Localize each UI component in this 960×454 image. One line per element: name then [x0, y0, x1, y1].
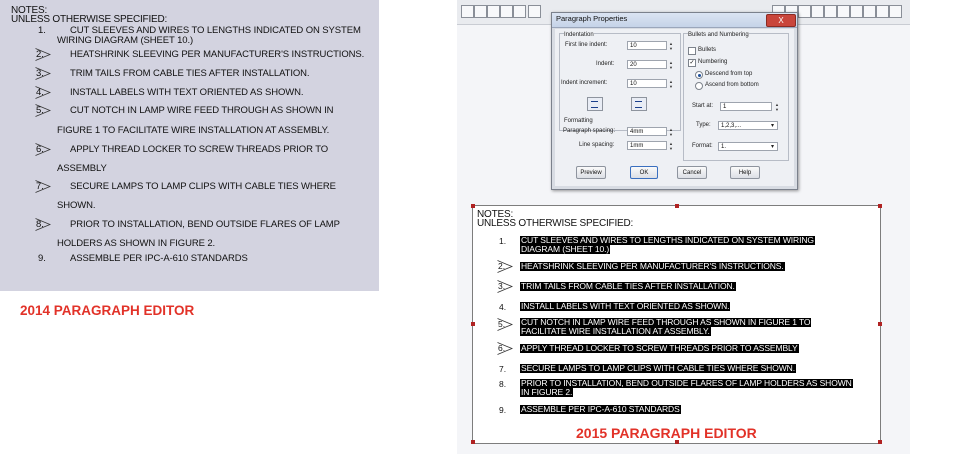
list-item: CUT NOTCH IN LAMP WIRE FEED THROUGH AS SHOWN IN FIGURE 1 TO [521, 317, 811, 327]
toolbar-icon[interactable] [850, 5, 863, 18]
dialog-title: Paragraph Properties [556, 14, 628, 23]
list-item: WIRING DIAGRAM (SHEET 10.) [57, 35, 194, 46]
notes-title: NOTES: [477, 209, 514, 220]
list-item: TRIM TAILS FROM CABLE TIES AFTER INSTALLATION. [70, 68, 310, 79]
flag-note-icon: 4. [35, 86, 51, 99]
spinner-icon[interactable]: ▲ ▼ [669, 79, 673, 89]
item-number: 1. [38, 25, 46, 36]
item-number: 7. [499, 364, 507, 374]
list-item: CUT NOTCH IN LAMP WIRE FEED THROUGH AS SHOWN IN [70, 105, 334, 116]
close-button[interactable]: X [766, 14, 796, 27]
flag-note-icon: 5. [35, 104, 51, 117]
chevron-down-icon[interactable]: ▾ [771, 123, 775, 129]
line-spacing-input[interactable]: 1mm [627, 141, 667, 150]
cancel-button[interactable]: Cancel [677, 166, 707, 179]
type-label: Type: [696, 122, 711, 128]
resize-handle[interactable] [675, 204, 679, 208]
unless-line: UNLESS OTHERWISE SPECIFIED: [477, 218, 634, 229]
preview-button[interactable]: Preview [576, 166, 606, 179]
spinner-icon[interactable]: ▲ ▼ [669, 141, 673, 151]
item-number: 1. [499, 236, 507, 246]
indent-input[interactable]: 20 [627, 60, 667, 69]
resize-handle[interactable] [471, 322, 475, 326]
list-item: FIGURE 1 TO FACILITATE WIRE INSTALLATION AT ASSEMBLY. [57, 125, 330, 136]
toolbar-icon[interactable] [811, 5, 824, 18]
spinner-icon[interactable]: ▲ ▼ [669, 60, 673, 70]
indent-label: Indent: [596, 61, 615, 67]
list-item: PRIOR TO INSTALLATION, BEND OUTSIDE FLARES OF LAMP HOLDERS AS SHOWN [521, 378, 852, 388]
toolbar-icon[interactable] [837, 5, 850, 18]
help-button[interactable]: Help [730, 166, 760, 179]
descend-radio[interactable] [695, 71, 703, 79]
toolbar-icon[interactable] [863, 5, 876, 18]
list-item: SHOWN. [57, 200, 96, 211]
paragraph-editor-2014-panel [0, 0, 379, 291]
indentation-label: Indentation [564, 32, 594, 38]
ascend-radio[interactable] [695, 82, 703, 90]
resize-handle[interactable] [471, 204, 475, 208]
numbering-label: Numbering [698, 59, 728, 65]
descend-label: Descend from top [705, 71, 753, 77]
list-item: TRIM TAILS FROM CABLE TIES AFTER INSTALLATION. [521, 281, 735, 291]
dialog-body [555, 29, 794, 186]
toolbar-icon[interactable] [500, 5, 513, 18]
type-select[interactable]: 1,2,3,... [718, 121, 778, 130]
format-select[interactable]: 1. [718, 142, 778, 151]
chevron-down-icon[interactable]: ▾ [771, 144, 775, 150]
toolbar-icon[interactable] [461, 5, 474, 18]
list-item: SECURE LAMPS TO LAMP CLIPS WITH CABLE TIES WHERE [70, 181, 336, 192]
flag-note-icon: 6. [497, 342, 513, 355]
paragraph-spacing-input[interactable]: 4mm [627, 127, 667, 136]
numbering-checkbox[interactable]: ✓ [689, 60, 695, 66]
flag-note-icon: 8. [35, 218, 51, 231]
item-number: 8. [499, 379, 507, 389]
list-item: CUT SLEEVES AND WIRES TO LENGTHS INDICATED ON SYSTEM [70, 25, 361, 36]
spinner-icon[interactable]: ▲ ▼ [775, 102, 779, 112]
resize-handle[interactable] [471, 440, 475, 444]
list-item: HEATSHRINK SLEEVING PER MANUFACTURER'S INSTRUCTIONS. [70, 49, 365, 60]
caption-2014: 2014 PARAGRAPH EDITOR [20, 303, 195, 318]
toolbar-icon[interactable] [528, 5, 541, 18]
list-item: IN FIGURE 2. [521, 387, 573, 397]
flag-note-icon: 3. [35, 67, 51, 80]
flag-note-icon: 7. [35, 180, 51, 193]
flag-note-icon: 2. [35, 48, 51, 61]
list-item: ASSEMBLE PER IPC-A-610 STANDARDS [70, 253, 248, 264]
flag-note-icon: 3. [497, 280, 513, 293]
flag-note-icon: 2. [497, 260, 513, 273]
indent-increment-input[interactable]: 10 [627, 79, 667, 88]
spinner-icon[interactable]: ▲ ▼ [669, 127, 673, 137]
list-item: INSTALL LABELS WITH TEXT ORIENTED AS SHOWN. [521, 301, 730, 311]
item-number: 4. [499, 302, 507, 312]
paragraph-spacing-label: Paragraph spacing: [563, 128, 616, 134]
increase-indent-icon[interactable] [631, 97, 647, 111]
toolbar-icon[interactable] [876, 5, 889, 18]
flag-note-icon: 6. [35, 143, 51, 156]
item-number: 9. [499, 405, 507, 415]
bullets-numbering-label: Bullets and Numbering [688, 32, 749, 38]
first-line-indent-label: First line indent: [565, 42, 608, 48]
item-number: 9. [38, 253, 46, 264]
list-item: SECURE LAMPS TO LAMP CLIPS WITH CABLE TIES WHERE SHOWN. [521, 363, 795, 373]
caption-2015: 2015 PARAGRAPH EDITOR [576, 425, 757, 441]
list-item: FACILITATE WIRE INSTALLATION AT ASSEMBLY. [521, 326, 710, 336]
flag-note-icon: 5. [497, 318, 513, 331]
list-item: APPLY THREAD LOCKER TO SCREW THREADS PRIOR TO [70, 144, 329, 155]
start-at-label: Start at: [692, 103, 714, 109]
decrease-indent-icon[interactable] [587, 97, 603, 111]
list-item: DIAGRAM (SHEET 10.) [521, 244, 610, 254]
list-item: INSTALL LABELS WITH TEXT ORIENTED AS SHOWN. [70, 87, 304, 98]
list-item: PRIOR TO INSTALLATION, BEND OUTSIDE FLARES OF LAMP [70, 219, 340, 230]
line-spacing-label: Line spacing: [579, 142, 615, 148]
toolbar-icon[interactable] [474, 5, 487, 18]
format-label: Format: [692, 143, 713, 149]
ascend-label: Ascend from bottom [705, 82, 759, 88]
list-item: APPLY THREAD LOCKER TO SCREW THREADS PRIOR TO ASSEMBLY [521, 343, 798, 353]
list-item: HEATSHRINK SLEEVING PER MANUFACTURER'S INSTRUCTIONS. [521, 261, 784, 271]
toolbar-icon[interactable] [889, 5, 902, 18]
formatting-label: Formatting [564, 118, 593, 124]
unless-line: UNLESS OTHERWISE SPECIFIED: [11, 14, 168, 25]
spinner-icon[interactable]: ▲ ▼ [669, 41, 673, 51]
indent-increment-label: Indent increment: [561, 80, 608, 86]
bullets-checkbox[interactable] [688, 47, 696, 55]
resize-handle[interactable] [878, 440, 882, 444]
list-item: ASSEMBLE PER IPC-A-610 STANDARDS [521, 404, 680, 414]
bullets-label: Bullets [698, 47, 717, 53]
paragraph-properties-dialog [551, 12, 798, 190]
first-line-indent-input[interactable]: 10 [627, 41, 667, 50]
list-item: CUT SLEEVES AND WIRES TO LENGTHS INDICATED ON SYSTEM WIRING [521, 235, 814, 245]
resize-handle[interactable] [878, 322, 882, 326]
list-item: HOLDERS AS SHOWN IN FIGURE 2. [57, 238, 216, 249]
notes-title: NOTES: [11, 5, 48, 16]
start-at-input[interactable]: 1 [720, 102, 772, 111]
toolbar-icon[interactable] [798, 5, 811, 18]
toolbar-icon[interactable] [487, 5, 500, 18]
list-item: ASSEMBLY [57, 163, 107, 174]
toolbar-icon[interactable] [513, 5, 526, 18]
note-text-box[interactable] [472, 205, 881, 444]
dialog-titlebar[interactable] [552, 13, 797, 28]
resize-handle[interactable] [878, 204, 882, 208]
toolbar-icon[interactable] [824, 5, 837, 18]
ok-button[interactable]: OK [630, 166, 658, 179]
